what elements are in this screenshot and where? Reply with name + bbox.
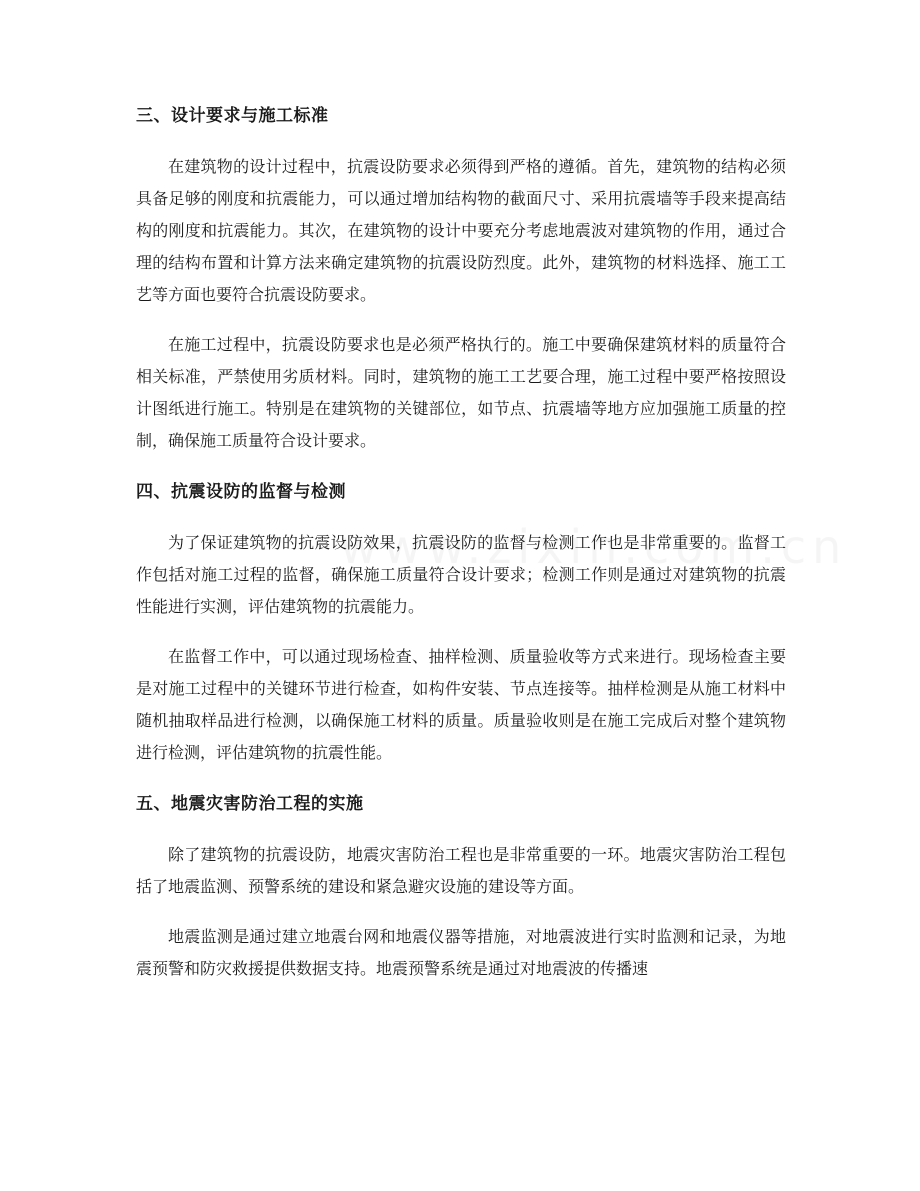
section-heading: 三、设计要求与施工标准	[136, 106, 329, 126]
section-heading: 五、地震灾害防治工程的实施	[136, 794, 364, 814]
paragraph: 在监督工作中，可以通过现场检查、抽样检测、质量验收等方式来进行。现场检查主要是对施工过程中的关键环节进行检查，如构件安装、节点连接等。抽样检测是从施工材料中随机抽取样品进行检测，以确保施工材料的质量。质量验收则是在施工完成后对整个建筑物进行检测，评估建筑物的抗震性能。	[136, 647, 786, 762]
paragraph: 在建筑物的设计过程中，抗震设防要求必须得到严格的遵循。首先，建筑物的结构必须具备足够的刚度和抗震能力，可以通过增加结构物的截面尺寸、采用抗震墙等手段来提高结构的刚度和抗震能力。其次，在建筑物的设计中要充分考虑地震波对建筑物的作用，通过合理的结构布置和计算方法来确定建筑物的抗震设防烈度。此外，建筑物的材料选择、施工工艺等方面也要符合抗震设防要求。	[136, 157, 786, 304]
paragraph: 在施工过程中，抗震设防要求也是必须严格执行的。施工中要确保建筑材料的质量符合相关标准，严禁使用劣质材料。同时，建筑物的施工工艺要合理，施工过程中要严格按照设计图纸进行施工。特别是在建筑物的关键部位，如节点、抗震墙等地方应加强施工质量的控制，确保施工质量符合设计要求。	[136, 335, 786, 450]
section-5	[136, 791, 786, 985]
paragraph: 地震监测是通过建立地震台网和地震仪器等措施，对地震波进行实时监测和记录，为地震预警和防灾救援提供数据支持。地震预警系统是通过对地震波的传播速	[136, 927, 786, 978]
paragraph: 除了建筑物的抗震设防，地震灾害防治工程也是非常重要的一环。地震灾害防治工程包括了地震监测、预警系统的建设和紧急避灾设施的建设等方面。	[136, 845, 786, 896]
section-heading: 四、抗震设防的监督与检测	[136, 482, 346, 502]
section-3	[136, 103, 786, 457]
section-4	[136, 479, 786, 769]
document-body	[136, 103, 786, 1007]
paragraph: 为了保证建筑物的抗震设防效果，抗震设防的监督与检测工作也是非常重要的。监督工作包括对施工过程的监督，确保施工质量符合设计要求；检测工作则是通过对建筑物的抗震性能进行实测，评估建筑物的抗震能力。	[136, 533, 786, 616]
